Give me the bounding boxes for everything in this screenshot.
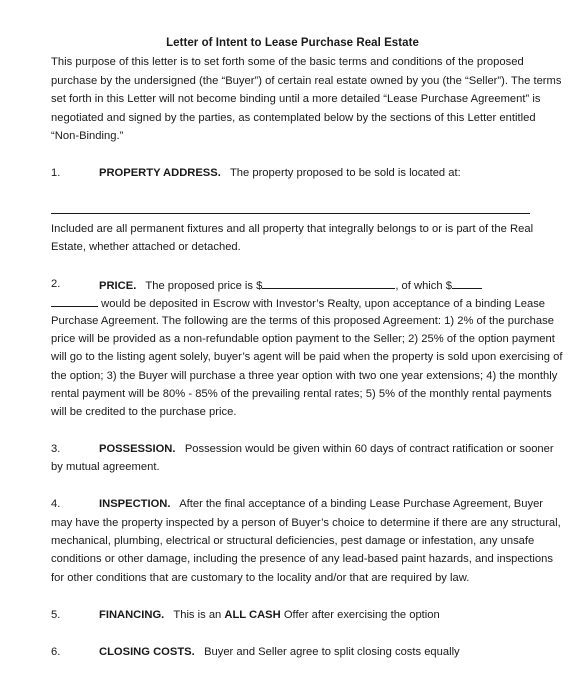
section-2-line: price will be provided as a non-refundable option payment to the Seller; 2) 25% of the option payment	[51, 333, 555, 345]
section-4-line: may have the property inspected by a person of Buyer’s choice to determine if there are any structural,	[51, 517, 561, 529]
section-text: , of which $	[395, 280, 452, 292]
section-number: 3.	[51, 443, 61, 455]
section-text: This is an	[173, 609, 225, 621]
section-6-first-line	[99, 646, 460, 659]
section-1-first-line	[99, 167, 461, 180]
section-text: Possession would be given within 60 days of contract ratification or sooner	[184, 443, 554, 455]
section-2-line: will go to the listing agent solely, buyer’s agent will be paid when the property is sold upon exercising of	[51, 351, 563, 363]
intro-line: negotiated and signed by the parties, as contemplated below by the sections of this Letter entitled	[51, 112, 536, 124]
section-heading: PROPERTY ADDRESS.	[99, 167, 228, 179]
section-heading: PRICE.	[99, 280, 143, 292]
section-text: The property proposed to be sold is located at:	[229, 167, 461, 179]
section-2-line: Purchase Agreement. The following are the terms of this proposed Agreement: 1) 2% of the purchase	[51, 315, 554, 327]
section-heading: FINANCING.	[99, 609, 171, 621]
intro-line: “Non-Binding.”	[51, 130, 124, 142]
intro-line: set forth in this Letter will not become binding until a more detailed “Lease Purchase Agreement” is	[51, 93, 541, 105]
all-cash-emphasis: ALL CASH	[224, 609, 281, 621]
section-4-line: mechanical, plumbing, electrical or structural deficiencies, pest damage or infestation, any unsafe	[51, 535, 535, 547]
document-title: Letter of Intent to Lease Purchase Real Estate	[166, 37, 419, 49]
section-4-first-line	[99, 498, 543, 511]
section-number: 1.	[51, 167, 61, 179]
section-1-line: Estate, whether attached or detached.	[51, 241, 241, 253]
section-number: 4.	[51, 498, 61, 510]
section-2-line: will be credited to the purchase price.	[51, 406, 237, 418]
section-heading: INSPECTION.	[99, 498, 177, 510]
section-2-line: rental payment will be 80% - 85% of the prevailing rental rates; 5) 5% of the monthly rental payments	[51, 388, 552, 400]
intro-line: purchase by the undersigned (the “Buyer”) of certain real estate owned by you (the “Seller”). The terms	[51, 75, 562, 87]
section-text: Buyer and Seller agree to split closing costs equally	[204, 646, 460, 658]
price-blank	[262, 278, 395, 289]
section-heading: CLOSING COSTS.	[99, 646, 201, 658]
section-number: 5.	[51, 609, 61, 621]
section-heading: POSSESSION.	[99, 443, 182, 455]
section-5-first-line	[99, 609, 440, 622]
section-3-first-line	[99, 443, 554, 456]
section-text: After the final acceptance of a binding Lease Purchase Agreement, Buyer	[179, 498, 544, 510]
deposit-blank-start	[452, 278, 482, 289]
section-text: The proposed price is $	[145, 280, 263, 292]
address-blank-line	[51, 213, 530, 214]
section-number: 6.	[51, 646, 61, 658]
section-number: 2.	[51, 278, 61, 290]
section-text: would be deposited in Escrow with Investor’s Realty, upon acceptance of a binding Lease	[98, 298, 546, 310]
intro-line: This purpose of this letter is to set forth some of the basic terms and conditions of the proposed	[51, 56, 524, 68]
section-2-first-line	[99, 278, 482, 293]
section-4-line: for other conditions that are customary to the locality and/or that are required by law.	[51, 572, 470, 584]
section-2-line-2	[51, 296, 545, 311]
section-3-line: by mutual agreement.	[51, 461, 160, 473]
section-2-line: the option; 3) the Buyer will purchase a three year option with two one year extensions; 4) the monthly	[51, 370, 558, 382]
section-text: Offer after exercising the option	[280, 609, 440, 621]
section-4-line: conditions or other damage, including the presence of any lead-based paint hazards, and inspections	[51, 553, 554, 565]
section-1-line: Included are all permanent fixtures and all property that integrally belongs to or is part of the Real	[51, 223, 534, 235]
deposit-blank-end	[51, 296, 98, 307]
